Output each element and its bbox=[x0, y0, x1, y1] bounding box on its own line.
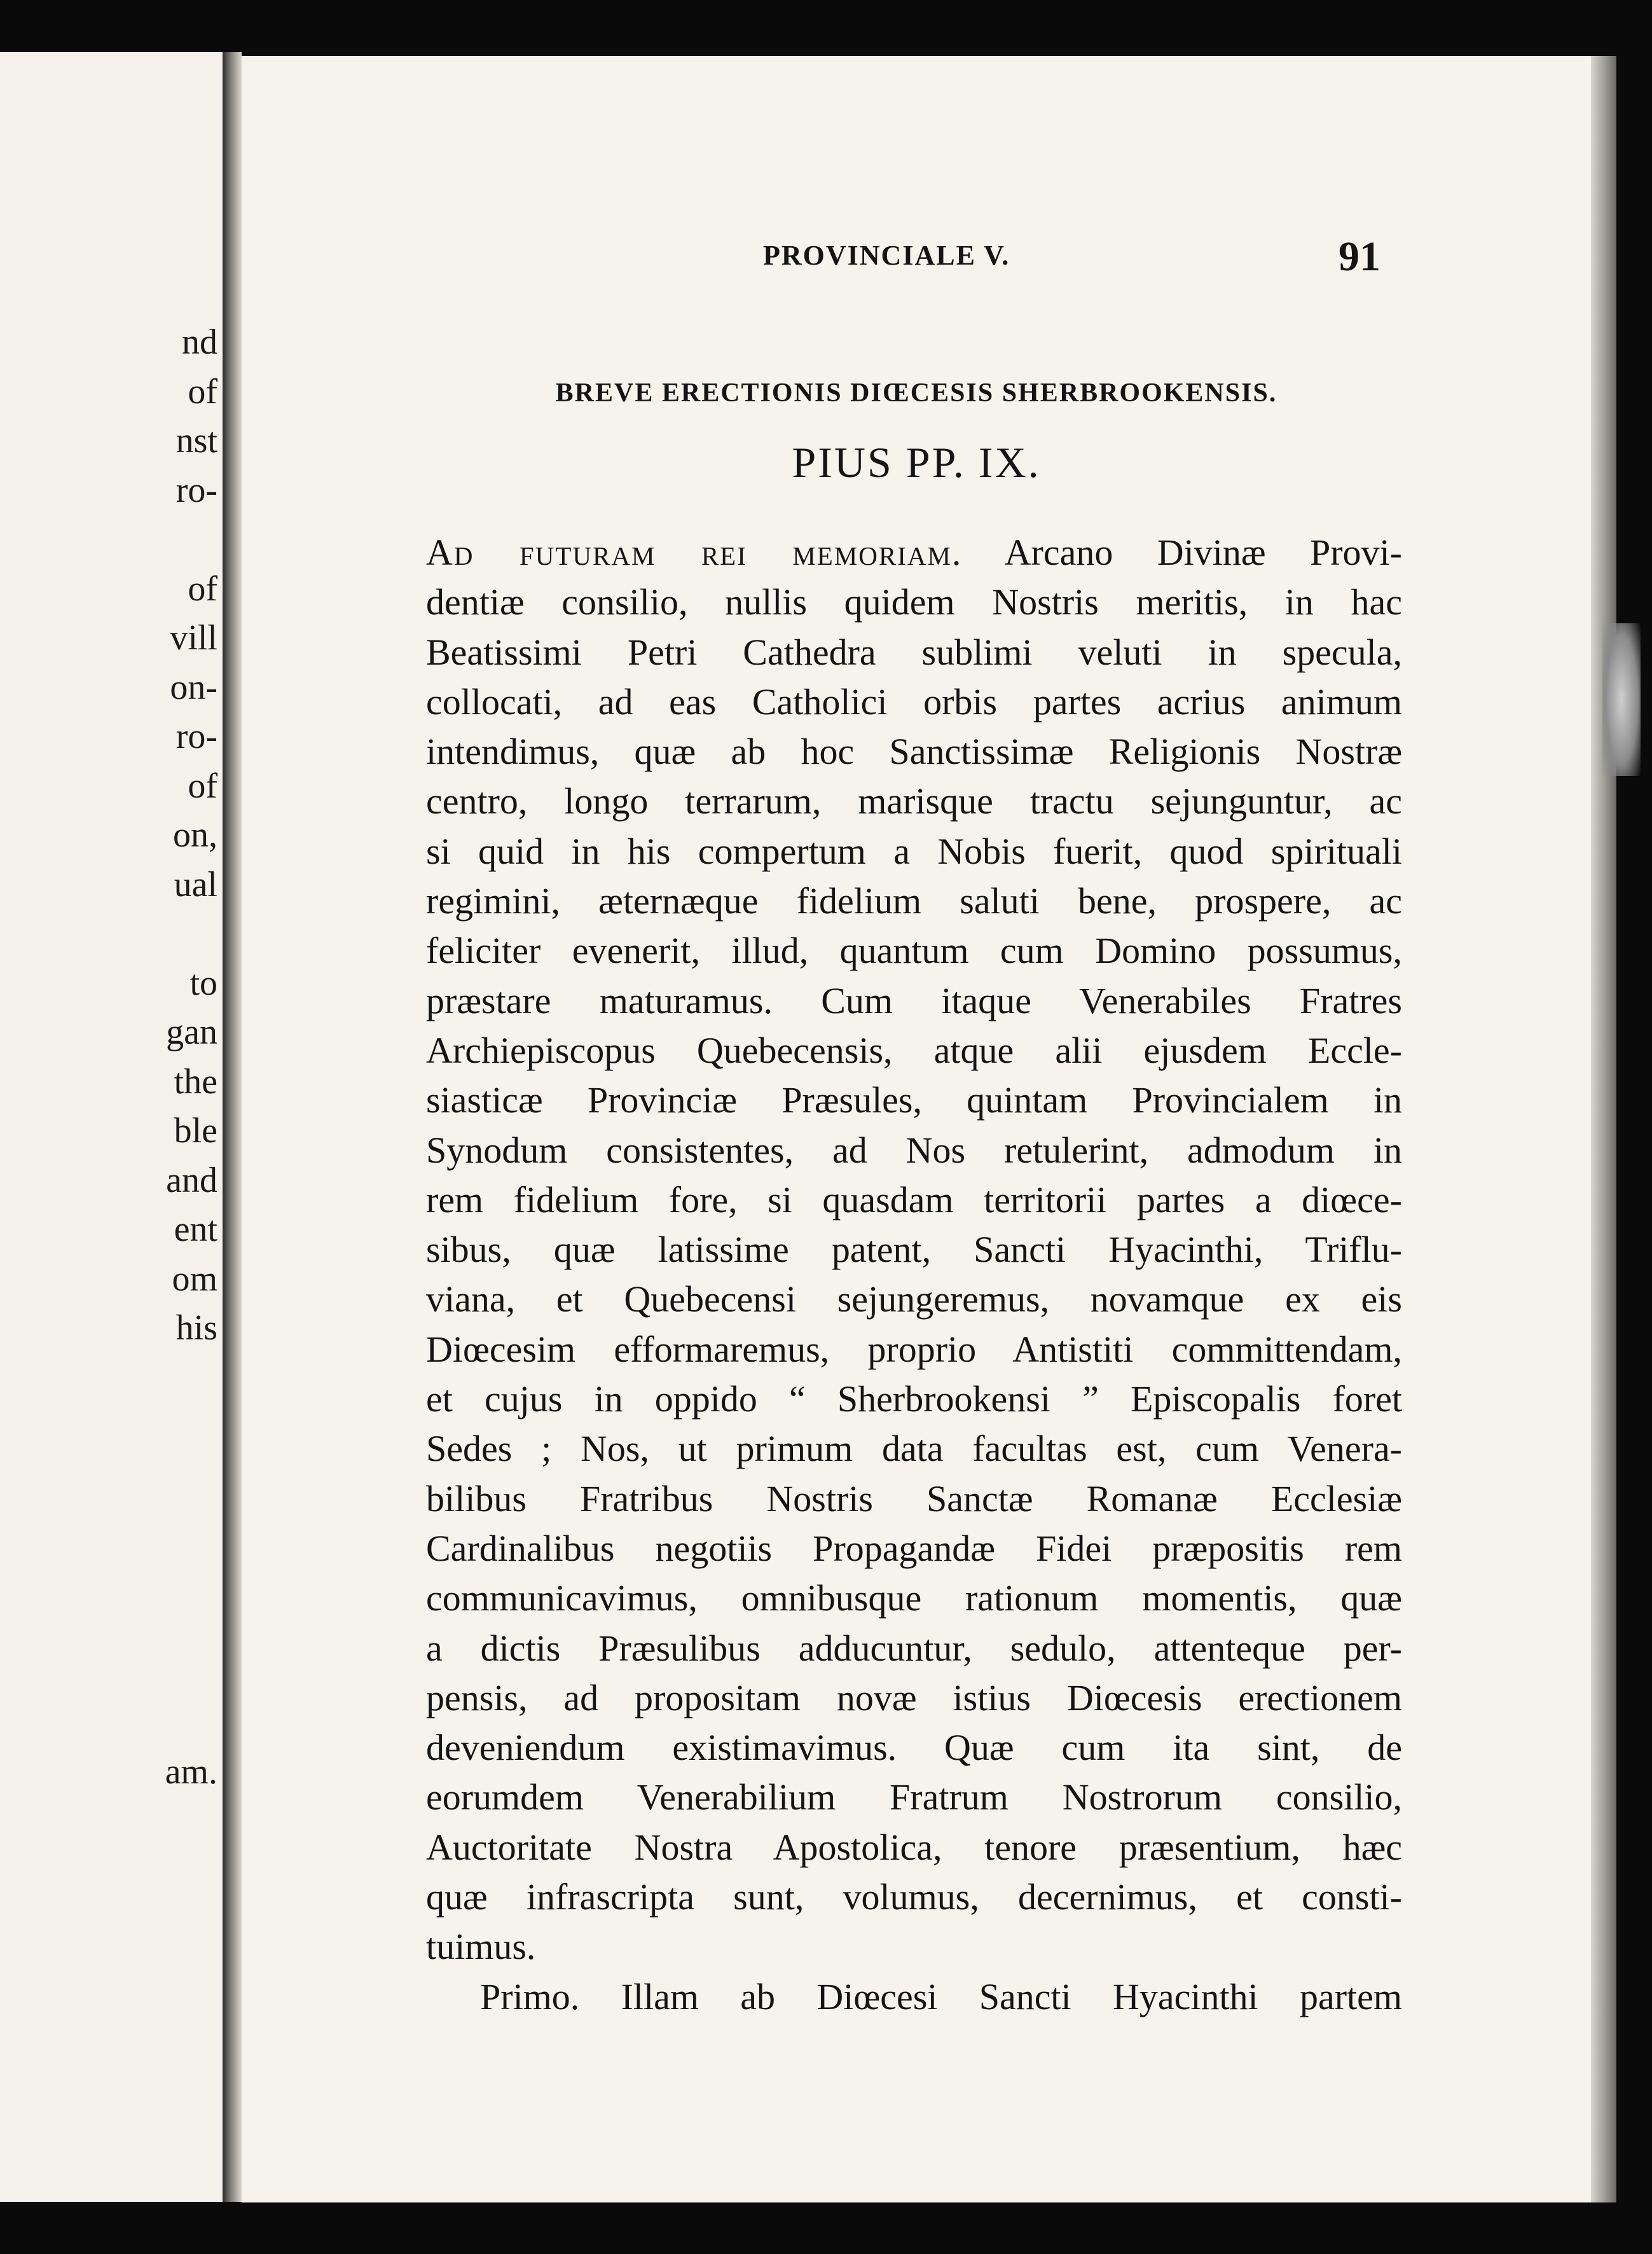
running-title: PROVINCIALE V. bbox=[763, 240, 1010, 271]
text-line: et cujus in oppido “ Sherbrookensi ” Episcopalis foret bbox=[426, 1378, 1402, 1420]
facing-page-line: gan bbox=[166, 1013, 217, 1052]
text-line: viana, et Quebecensi sejungeremus, novamque ex eis bbox=[426, 1278, 1402, 1320]
facing-page-line: of bbox=[188, 569, 217, 609]
facing-page-line: of bbox=[188, 371, 217, 411]
facing-page bbox=[0, 52, 223, 2202]
document-heading: BREVE ERECTIONIS DIŒCESIS SHERBROOKENSIS. bbox=[555, 378, 1277, 408]
facing-page-line bbox=[27, 515, 217, 565]
book-gutter bbox=[223, 52, 242, 2202]
facing-page-line: ro- bbox=[176, 470, 217, 510]
facing-page-line: to bbox=[189, 963, 217, 1003]
facing-page-line: nd bbox=[182, 322, 217, 362]
text-line: deveniendum existimavimus. Quæ cum ita sint, de bbox=[426, 1727, 1402, 1769]
book-page bbox=[242, 56, 1591, 2202]
opening-smallcaps: Ad futuram rei memoriam. bbox=[426, 532, 963, 573]
text-line bbox=[426, 528, 1402, 577]
facing-page-line: and bbox=[166, 1160, 217, 1200]
page-number: 91 bbox=[1339, 233, 1380, 280]
facing-page-line: of bbox=[188, 766, 217, 806]
facing-page-line: am. bbox=[165, 1752, 217, 1792]
facing-page-line bbox=[27, 909, 217, 959]
facing-page-line bbox=[27, 1649, 217, 1699]
text-line: bilibus Fratribus Nostris Sanctæ Romanæ Ecclesiæ bbox=[426, 1477, 1402, 1519]
facing-page-line: on- bbox=[170, 667, 217, 707]
facing-page-line: ual bbox=[174, 864, 217, 904]
text-line: Auctoritate Nostra Apostolica, tenore præsentium, hæc bbox=[426, 1826, 1402, 1868]
text-line: communicavimus, omnibusque rationum momentis, quæ bbox=[426, 1577, 1402, 1619]
text-line: Archiepiscopus Quebecensis, atque alii ejusdem Eccle- bbox=[426, 1029, 1402, 1071]
facing-page-line: on, bbox=[173, 815, 217, 855]
facing-page-line: ro- bbox=[176, 717, 217, 756]
facing-page-line bbox=[27, 1353, 217, 1403]
text-line: præstare maturamus. Cum itaque Venerabiles Fratres bbox=[426, 979, 1402, 1021]
body-text bbox=[426, 528, 1402, 2022]
scan-artifact bbox=[1602, 623, 1641, 776]
text-line: Diœcesim efformaremus, proprio Antistiti committendam, bbox=[426, 1328, 1402, 1370]
text-line: tuimus. bbox=[426, 1926, 536, 1968]
facing-page-line: ble bbox=[174, 1111, 217, 1151]
page-edge-shadow bbox=[1591, 56, 1616, 2202]
facing-page-line bbox=[27, 1551, 217, 1600]
text-line: centro, longo terrarum, marisque tractu sejunguntur, ac bbox=[426, 780, 1402, 822]
facing-page-line: nst bbox=[176, 421, 217, 460]
text-line: regimini, æternæque fidelium saluti bene, prospere, ac bbox=[426, 880, 1402, 922]
text-line: feliciter evenerit, illud, quantum cum Domino possumus, bbox=[426, 930, 1402, 972]
text-line: Sedes ; Nos, ut primum data facultas est, cum Venera- bbox=[426, 1428, 1402, 1470]
text-line: Cardinalibus negotiis Propagandæ Fidei præpositis rem bbox=[426, 1527, 1402, 1569]
text-line: Synodum consistentes, ad Nos retulerint, admodum in bbox=[426, 1129, 1402, 1171]
text-line: sibus, quæ latissime patent, Sancti Hyacinthi, Triflu- bbox=[426, 1229, 1402, 1271]
text-line: eorumdem Venerabilium Fratrum Nostrorum consilio, bbox=[426, 1776, 1402, 1818]
text-line: collocati, ad eas Catholici orbis partes acrius animum bbox=[426, 681, 1402, 723]
text-line: Beatissimi Petri Cathedra sublimi veluti in specula, bbox=[426, 631, 1402, 673]
text-line: siasticæ Provinciæ Præsules, quintam Provincialem in bbox=[426, 1079, 1402, 1121]
text-line: rem fidelium fore, si quasdam territorii partes a diœce- bbox=[426, 1179, 1402, 1220]
text-line: pensis, ad propositam novæ istius Diœcesis erectionem bbox=[426, 1677, 1402, 1718]
running-head bbox=[242, 233, 1591, 280]
facing-page-line bbox=[27, 1600, 217, 1649]
facing-page-line: vill bbox=[170, 618, 217, 658]
text-line: dentiæ consilio, nullis quidem Nostris meritis, in hac bbox=[426, 581, 1402, 623]
text-line: si quid in his compertum a Nobis fuerit, quod spirituali bbox=[426, 830, 1402, 872]
document-pope-title: PIUS PP. IX. bbox=[792, 438, 1041, 487]
text-line-content: Arcano Divinæ Provi- bbox=[962, 532, 1402, 573]
text-line: quæ infrascripta sunt, volumus, decernimus, et consti- bbox=[426, 1876, 1402, 1918]
facing-page-line bbox=[27, 1698, 217, 1748]
facing-page-text bbox=[27, 318, 217, 1797]
facing-page-line: ent bbox=[174, 1210, 217, 1249]
text-line: intendimus, quæ ab hoc Sanctissimæ Religionis Nostræ bbox=[426, 731, 1402, 773]
facing-page-line bbox=[27, 1501, 217, 1551]
facing-page-line: the bbox=[174, 1061, 217, 1102]
facing-page-line: om bbox=[172, 1259, 217, 1299]
facing-page-line: his bbox=[176, 1308, 217, 1348]
facing-page-line bbox=[27, 1452, 217, 1502]
text-line-paragraph-start: Primo. Illam ab Diœcesi Sancti Hyacinthi partem bbox=[480, 1975, 1402, 2017]
text-line: a dictis Præsulibus adducuntur, sedulo, attenteque per- bbox=[426, 1627, 1402, 1669]
facing-page-line bbox=[27, 1402, 217, 1452]
